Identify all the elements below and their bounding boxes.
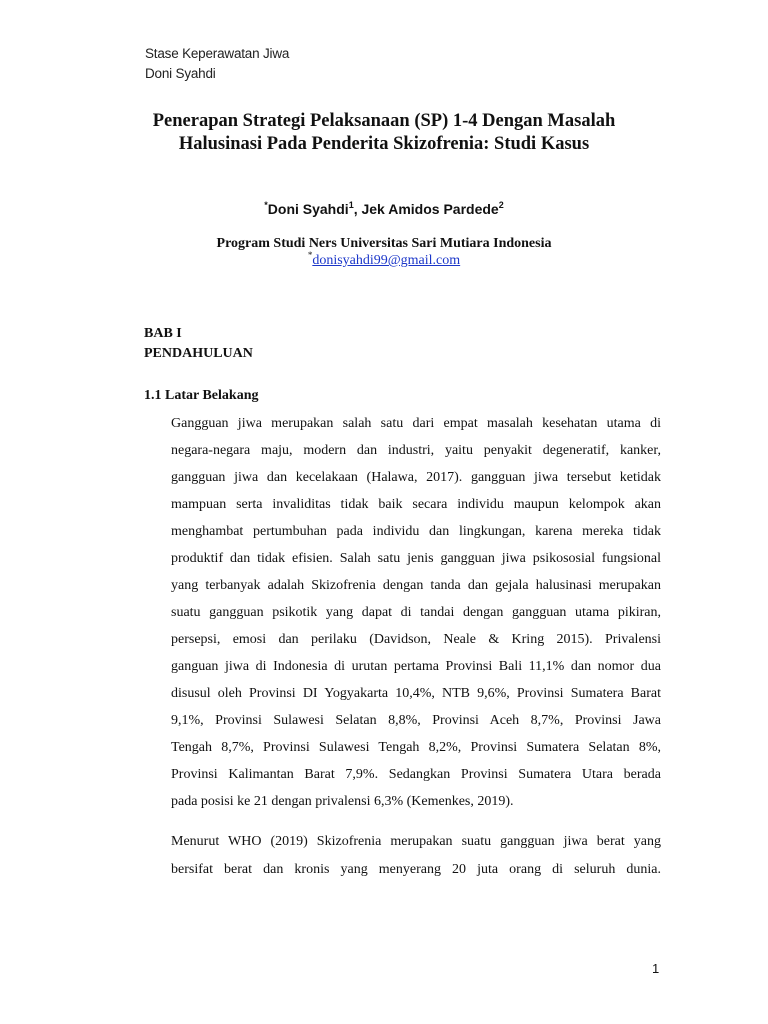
text-line: suatu gangguan psikotik yang dapat di tandai dengan gangguan utama pikiran, (171, 605, 661, 620)
text-line: Menurut WHO (2019) Skizofrenia merupakan suatu gangguan jiwa berat yang (171, 834, 661, 849)
text-line: produktif dan tidak efisien. Salah satu jenis gangguan jiwa psikososial fungsional (171, 551, 661, 566)
text-line: disusul oleh Provinsi DI Yogyakarta 10,4%, NTB 9,6%, Provinsi Sumatera Barat (171, 686, 661, 701)
title-line-2: Halusinasi Pada Penderita Skizofrenia: Studi Kasus (178, 134, 590, 154)
corresponding-marker: * (264, 200, 268, 210)
text-line: mampuan serta invaliditas tidak baik secara individu maupun kelompok akan (171, 497, 661, 512)
text-line: 9,1%, Provinsi Sulawesi Selatan 8,8%, Provinsi Aceh 8,7%, Provinsi Jawa (171, 713, 661, 728)
author-separator: , (353, 201, 362, 217)
text-line: persepsi, emosi dan perilaku (Davidson, Neale & Kring 2015). Privalensi (171, 632, 661, 647)
paragraph-2 (171, 828, 661, 884)
email-marker: * (307, 250, 313, 260)
header-author: Doni Syahdi (145, 66, 216, 81)
author-2-name: Jek Amidos Pardede (361, 201, 499, 217)
text-line: ganguan jiwa di Indonesia di urutan pertama Provinsi Bali 11,1% dan nomor dua (171, 659, 661, 674)
text-line: negara-negara maju, modern dan industri, yaitu penyakit degeneratif, kanker, (171, 443, 661, 458)
paragraph-1 (171, 410, 661, 815)
text-line: pada posisi ke 21 dengan privalensi 6,3% (Kemenkes, 2019). (171, 794, 514, 809)
chapter-number: BAB I (144, 326, 182, 341)
chapter-heading (144, 324, 253, 364)
page-number: 1 (652, 961, 660, 976)
author-1-affiliation-marker: 1 (348, 200, 354, 210)
text-line: Provinsi Kalimantan Barat 7,9%. Sedangkan Provinsi Sumatera Utara berada (171, 767, 661, 782)
text-line: Gangguan jiwa merupakan salah satu dari empat masalah kesehatan utama di (171, 416, 661, 431)
email-link[interactable]: donisyahdi99@gmail.com (312, 253, 461, 268)
author-1-name: Doni Syahdi (267, 201, 349, 217)
affiliation: Program Studi Ners Universitas Sari Mutiara Indonesia (216, 236, 552, 251)
section-heading: 1.1 Latar Belakang (144, 388, 259, 403)
paper-title (0, 110, 768, 156)
running-header (145, 44, 289, 84)
text-line: bersifat berat dan kronis yang menyerang 20 juta orang di seluruh dunia. (171, 862, 661, 877)
text-line: Tengah 8,7%, Provinsi Sulawesi Tengah 8,2%, Provinsi Sumatera Selatan 8%, (171, 740, 661, 755)
chapter-title: PENDAHULUAN (144, 346, 253, 361)
text-line: menghambat pertumbuhan pada individu dan lingkungan, karena mereka tidak (171, 524, 661, 539)
title-line-1: Penerapan Strategi Pelaksanaan (SP) 1-4 Dengan Masalah (152, 111, 616, 131)
contact-email-line (0, 252, 768, 270)
text-line: gangguan jiwa dan kecelakaan (Halawa, 2017). gangguan jiwa tersebut ketidak (171, 470, 661, 485)
author-2-affiliation-marker: 2 (498, 200, 504, 210)
author-list (0, 199, 768, 219)
header-course: Stase Keperawatan Jiwa (145, 46, 290, 61)
text-line: yang terbanyak adalah Skizofrenia dengan tanda dan gejala halusinasi merupakan (171, 578, 661, 593)
